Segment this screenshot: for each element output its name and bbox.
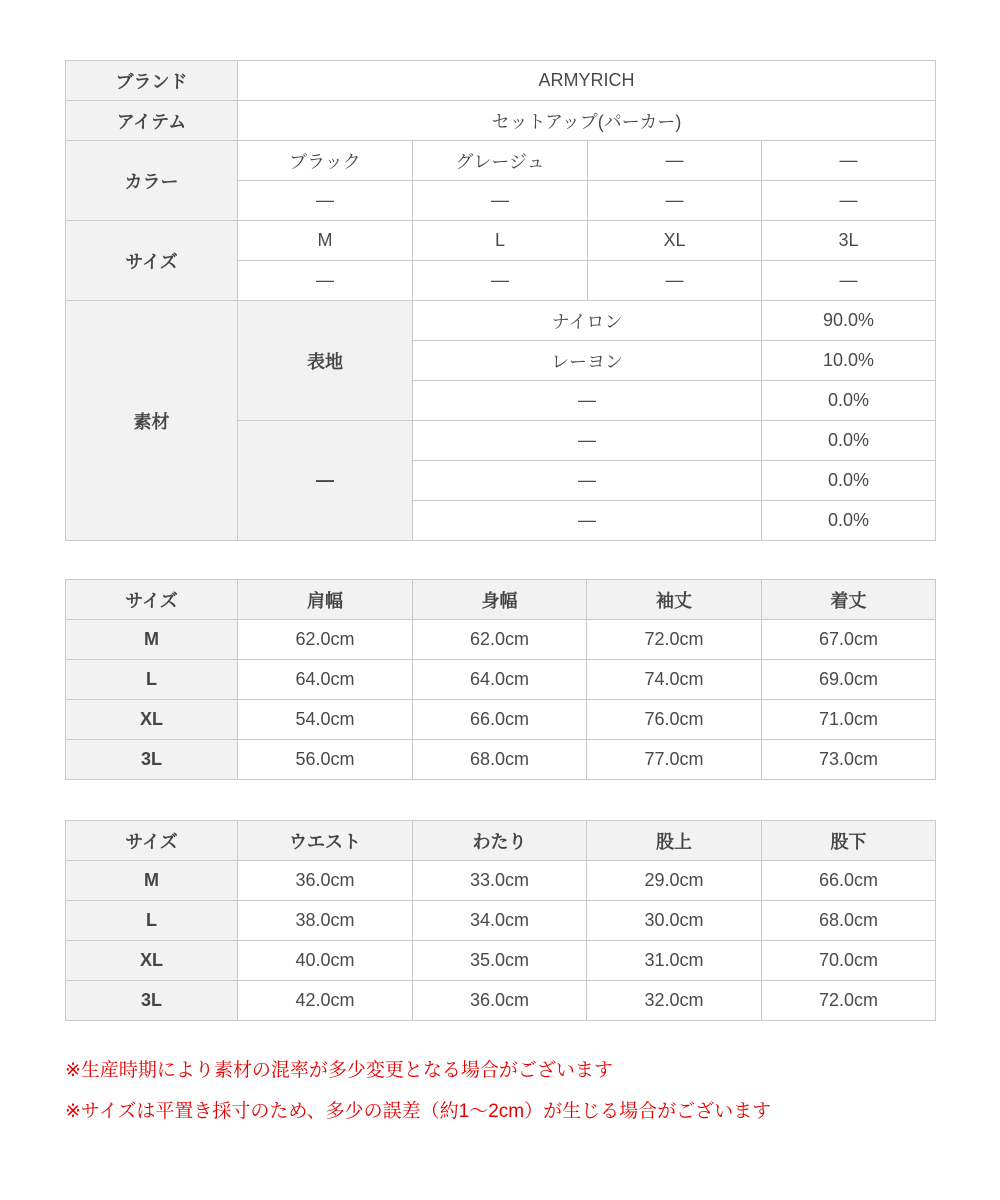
material-ratio-note: ※生産時期により素材の混率が多少変更となる場合がございます bbox=[65, 1060, 613, 1081]
table-row bbox=[66, 101, 936, 141]
size-cell: — bbox=[238, 261, 413, 301]
material-pct: 10.0% bbox=[762, 341, 936, 381]
column-header: サイズ bbox=[66, 580, 238, 620]
measurement-cell: 72.0cm bbox=[587, 620, 762, 660]
table-row bbox=[66, 660, 936, 700]
measurement-cell: 69.0cm bbox=[762, 660, 936, 700]
measurement-cell: 62.0cm bbox=[238, 620, 413, 660]
size-label: サイズ bbox=[66, 221, 238, 301]
measurement-cell: 33.0cm bbox=[413, 861, 587, 901]
measurement-cell: 73.0cm bbox=[762, 740, 936, 780]
measurement-cell: 36.0cm bbox=[238, 861, 413, 901]
column-header: ウエスト bbox=[238, 821, 413, 861]
table-row bbox=[66, 901, 936, 941]
table-row bbox=[66, 620, 936, 660]
color-cell: — bbox=[413, 181, 588, 221]
color-cell: ブラック bbox=[238, 141, 413, 181]
material-pct: 0.0% bbox=[762, 461, 936, 501]
row-size-label: 3L bbox=[66, 740, 238, 780]
table-row bbox=[66, 700, 936, 740]
item-label: アイテム bbox=[66, 101, 238, 141]
table-row bbox=[66, 221, 936, 261]
size-cell: M bbox=[238, 221, 413, 261]
measurement-cell: 34.0cm bbox=[413, 901, 587, 941]
table-row bbox=[66, 301, 936, 341]
measurement-cell: 77.0cm bbox=[587, 740, 762, 780]
measurement-cell: 70.0cm bbox=[762, 941, 936, 981]
measurement-cell: 38.0cm bbox=[238, 901, 413, 941]
table-row bbox=[66, 61, 936, 101]
measurement-cell: 36.0cm bbox=[413, 981, 587, 1021]
measurement-cell: 66.0cm bbox=[413, 700, 587, 740]
color-cell: — bbox=[762, 181, 936, 221]
product-info-table bbox=[65, 60, 936, 541]
row-size-label: XL bbox=[66, 700, 238, 740]
material-pct: 0.0% bbox=[762, 381, 936, 421]
column-header: 袖丈 bbox=[587, 580, 762, 620]
size-cell: — bbox=[762, 261, 936, 301]
color-label: カラー bbox=[66, 141, 238, 221]
measurement-cell: 32.0cm bbox=[587, 981, 762, 1021]
measurement-cell: 64.0cm bbox=[413, 660, 587, 700]
column-header: 股上 bbox=[587, 821, 762, 861]
column-header: 股下 bbox=[762, 821, 936, 861]
material-name: — bbox=[413, 421, 762, 461]
measurement-cell: 66.0cm bbox=[762, 861, 936, 901]
table-header-row bbox=[66, 580, 936, 620]
measurement-cell: 42.0cm bbox=[238, 981, 413, 1021]
measurement-cell: 54.0cm bbox=[238, 700, 413, 740]
tops-size-table bbox=[65, 579, 936, 780]
size-cell: XL bbox=[588, 221, 762, 261]
color-cell: — bbox=[588, 141, 762, 181]
measurement-cell: 74.0cm bbox=[587, 660, 762, 700]
item-value: セットアップ(パーカー) bbox=[238, 101, 936, 141]
row-size-label: 3L bbox=[66, 981, 238, 1021]
material-pct: 0.0% bbox=[762, 421, 936, 461]
measurement-cell: 68.0cm bbox=[762, 901, 936, 941]
material-name: レーヨン bbox=[413, 341, 762, 381]
row-size-label: L bbox=[66, 660, 238, 700]
size-cell: 3L bbox=[762, 221, 936, 261]
column-header: 肩幅 bbox=[238, 580, 413, 620]
measurement-cell: 67.0cm bbox=[762, 620, 936, 660]
measurement-cell: 29.0cm bbox=[587, 861, 762, 901]
material-pct: 90.0% bbox=[762, 301, 936, 341]
size-cell: L bbox=[413, 221, 588, 261]
measurement-cell: 31.0cm bbox=[587, 941, 762, 981]
bottoms-size-table bbox=[65, 820, 936, 1021]
color-cell: — bbox=[762, 141, 936, 181]
material-name: — bbox=[413, 381, 762, 421]
size-cell: — bbox=[588, 261, 762, 301]
material-label: 素材 bbox=[66, 301, 238, 541]
measurement-cell: 56.0cm bbox=[238, 740, 413, 780]
material-name: — bbox=[413, 461, 762, 501]
measurement-cell: 68.0cm bbox=[413, 740, 587, 780]
table-header-row bbox=[66, 821, 936, 861]
brand-label: ブランド bbox=[66, 61, 238, 101]
material-pct: 0.0% bbox=[762, 501, 936, 541]
measurement-cell: 30.0cm bbox=[587, 901, 762, 941]
table-row bbox=[66, 141, 936, 181]
table-row bbox=[66, 941, 936, 981]
column-header: 着丈 bbox=[762, 580, 936, 620]
row-size-label: XL bbox=[66, 941, 238, 981]
material-group-other-label: — bbox=[238, 421, 413, 541]
column-header: わたり bbox=[413, 821, 587, 861]
table-row bbox=[66, 981, 936, 1021]
material-name: ナイロン bbox=[413, 301, 762, 341]
measurement-cell: 62.0cm bbox=[413, 620, 587, 660]
measurement-cell: 72.0cm bbox=[762, 981, 936, 1021]
measurement-cell: 76.0cm bbox=[587, 700, 762, 740]
size-cell: — bbox=[413, 261, 588, 301]
measurement-tolerance-note: ※サイズは平置き採寸のため、多少の誤差（約1〜2cm）が生じる場合がございます bbox=[65, 1100, 772, 1122]
material-group-outer-label: 表地 bbox=[238, 301, 413, 421]
measurement-cell: 35.0cm bbox=[413, 941, 587, 981]
column-header: 身幅 bbox=[413, 580, 587, 620]
column-header: サイズ bbox=[66, 821, 238, 861]
brand-value: ARMYRICH bbox=[238, 61, 936, 101]
row-size-label: L bbox=[66, 901, 238, 941]
color-cell: — bbox=[238, 181, 413, 221]
row-size-label: M bbox=[66, 861, 238, 901]
measurement-cell: 71.0cm bbox=[762, 700, 936, 740]
color-cell: グレージュ bbox=[413, 141, 588, 181]
table-row bbox=[66, 740, 936, 780]
color-cell: — bbox=[588, 181, 762, 221]
measurement-cell: 40.0cm bbox=[238, 941, 413, 981]
footnotes bbox=[65, 1060, 1000, 1124]
table-row bbox=[66, 861, 936, 901]
material-name: — bbox=[413, 501, 762, 541]
row-size-label: M bbox=[66, 620, 238, 660]
measurement-cell: 64.0cm bbox=[238, 660, 413, 700]
